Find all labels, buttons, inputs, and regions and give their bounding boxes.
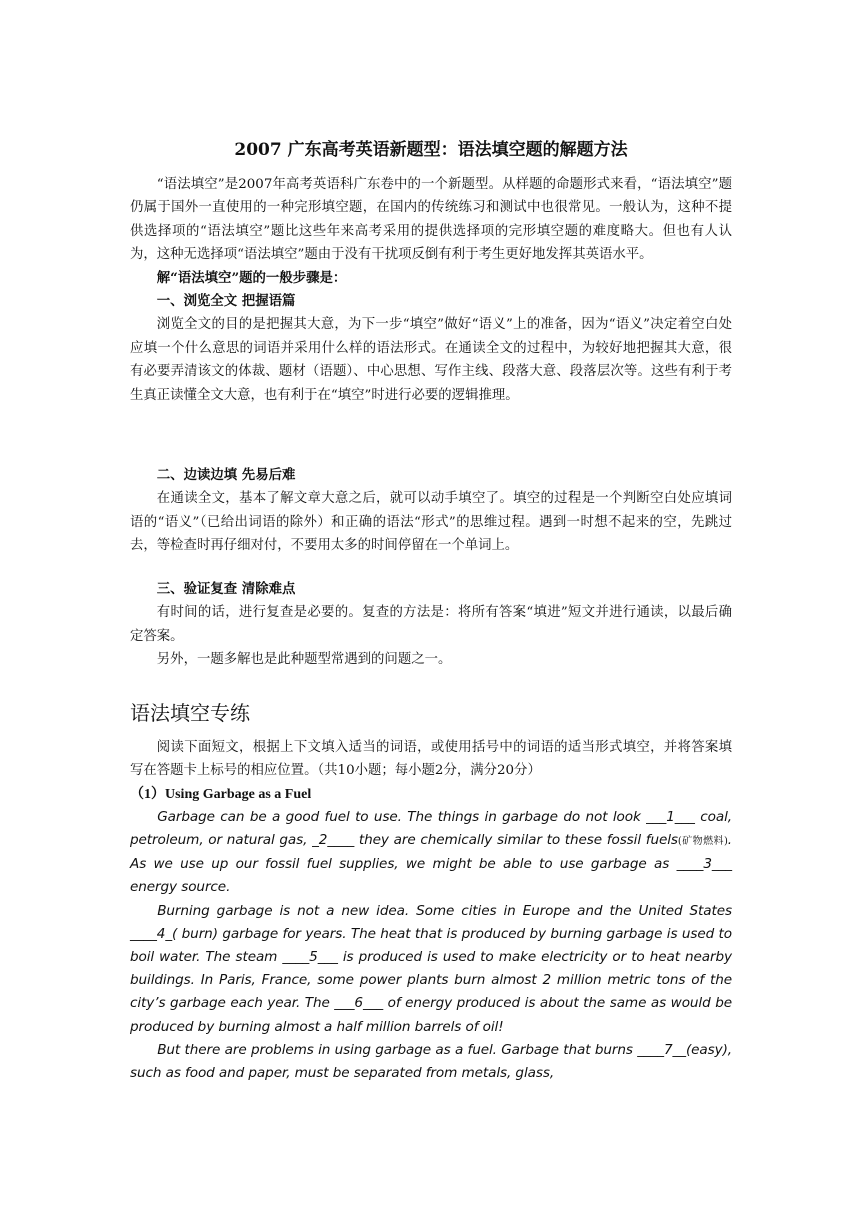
step1-text: 浏览全文的目的是把握其大意，为下一步“填空”做好“语义”上的准备，因为“语义”决定着空白处应填一个什么意思的词语并采用什么样的语法形式。在通读全文的过程中，为较好地把握其大意，很有必要弄清该文的体裁、题材（语题）、中心思想、写作主线、段落大意、段落层次等。这些有利于考生真正读懂全文大意，也有利于在“填空”时进行必要的逻辑推理。 (130, 317, 732, 403)
intro-paragraph: “语法填空”是2007年高考英语科广东卷中的一个新题型。从样题的命题形式来看，“语法填空”题仍属于国外一直使用的一种完形填空题，在国内的传统练习和测试中也很常见。一般认为，这种不提供选择项的“语法填空”题比这些年来高考采用的提供选择项的完形填空题的难度略大。但也有人认为，这种无选择项“语法填空”题由于没有干扰项反倒有利于考生更好地发挥其英语水平。 (130, 177, 732, 263)
para1-text-a: Garbage can be a good fuel to use. The things in garbage do not look ___1___ coal, petroleum, or natural gas, _2____ they are chemically similar to these fossil fuels (130, 808, 732, 849)
para1-text-b: . As we use up our fossil fuel supplies, we might be able to use garbage as ____3___ energy source. (130, 832, 732, 896)
practice-heading: 语法填空专练 (130, 701, 250, 725)
passage-paragraph-2: Burning garbage is not a new idea. Some cities in Europe and the United States ____4_( burn) garbage for years. The heat that is produced by burning garbage is used to boil water. The steam ____5___ is produced is used to make electricity or to heat nearby buildings. In Paris, France, some power plants burn almost 2 million metric tons of the city’s garbage each year. The ___6___ of energy produced is about the same as would be produced by burning almost a half million barrels of oil! (130, 902, 732, 1035)
step1-heading: 一、浏览全文 把握语篇 (156, 293, 296, 310)
step3-section (130, 578, 732, 672)
step2-text: 在通读全文，基本了解文章大意之后，就可以动手填空了。填空的过程是一个判断空白处应填词语的“语义”（已给出词语的除外）和正确的语法“形式”的思维过程。遇到一时想不起来的空，先跳过去，等检查时再仔细对付，不要用太多的时间停留在一个单词上。 (130, 491, 732, 554)
instructions: 阅读下面短文，根据上下文填入适当的词语，或使用括号中的词语的适当形式填空，并将答案填写在答题卡上标号的相应位置。（共10小题；每小题2分，满分20分） (130, 740, 732, 779)
para1-annotation: (矿物燃料) (677, 836, 728, 848)
step3-text: 有时间的话，进行复查是必要的。复查的方法是：将所有答案“填进”短文并进行通读，以最后确定答案。 (130, 605, 732, 644)
step2-heading: 二、边读边填 先易后难 (156, 467, 296, 483)
passage-paragraph-1 (130, 806, 732, 900)
passage-paragraph-3: But there are problems in using garbage as a fuel. Garbage that burns ____7__(easy), such as food and paper, must be separated from metals, glass, (130, 1041, 732, 1082)
intro-section (130, 173, 732, 407)
page-title: 2007 广东高考英语新题型：语法填空题的解题方法 (234, 140, 628, 160)
step3-heading: 三、验证复查 清除难点 (156, 581, 296, 597)
passage-title: （1）Using Garbage as a Fuel (130, 786, 312, 802)
step2-section (130, 464, 732, 558)
practice-section (130, 736, 732, 1085)
step3-note: 另外，一题多解也是此种题型常遇到的问题之一。 (156, 652, 452, 668)
steps-heading: 解“语法填空”题的一般步骤是： (156, 269, 347, 286)
